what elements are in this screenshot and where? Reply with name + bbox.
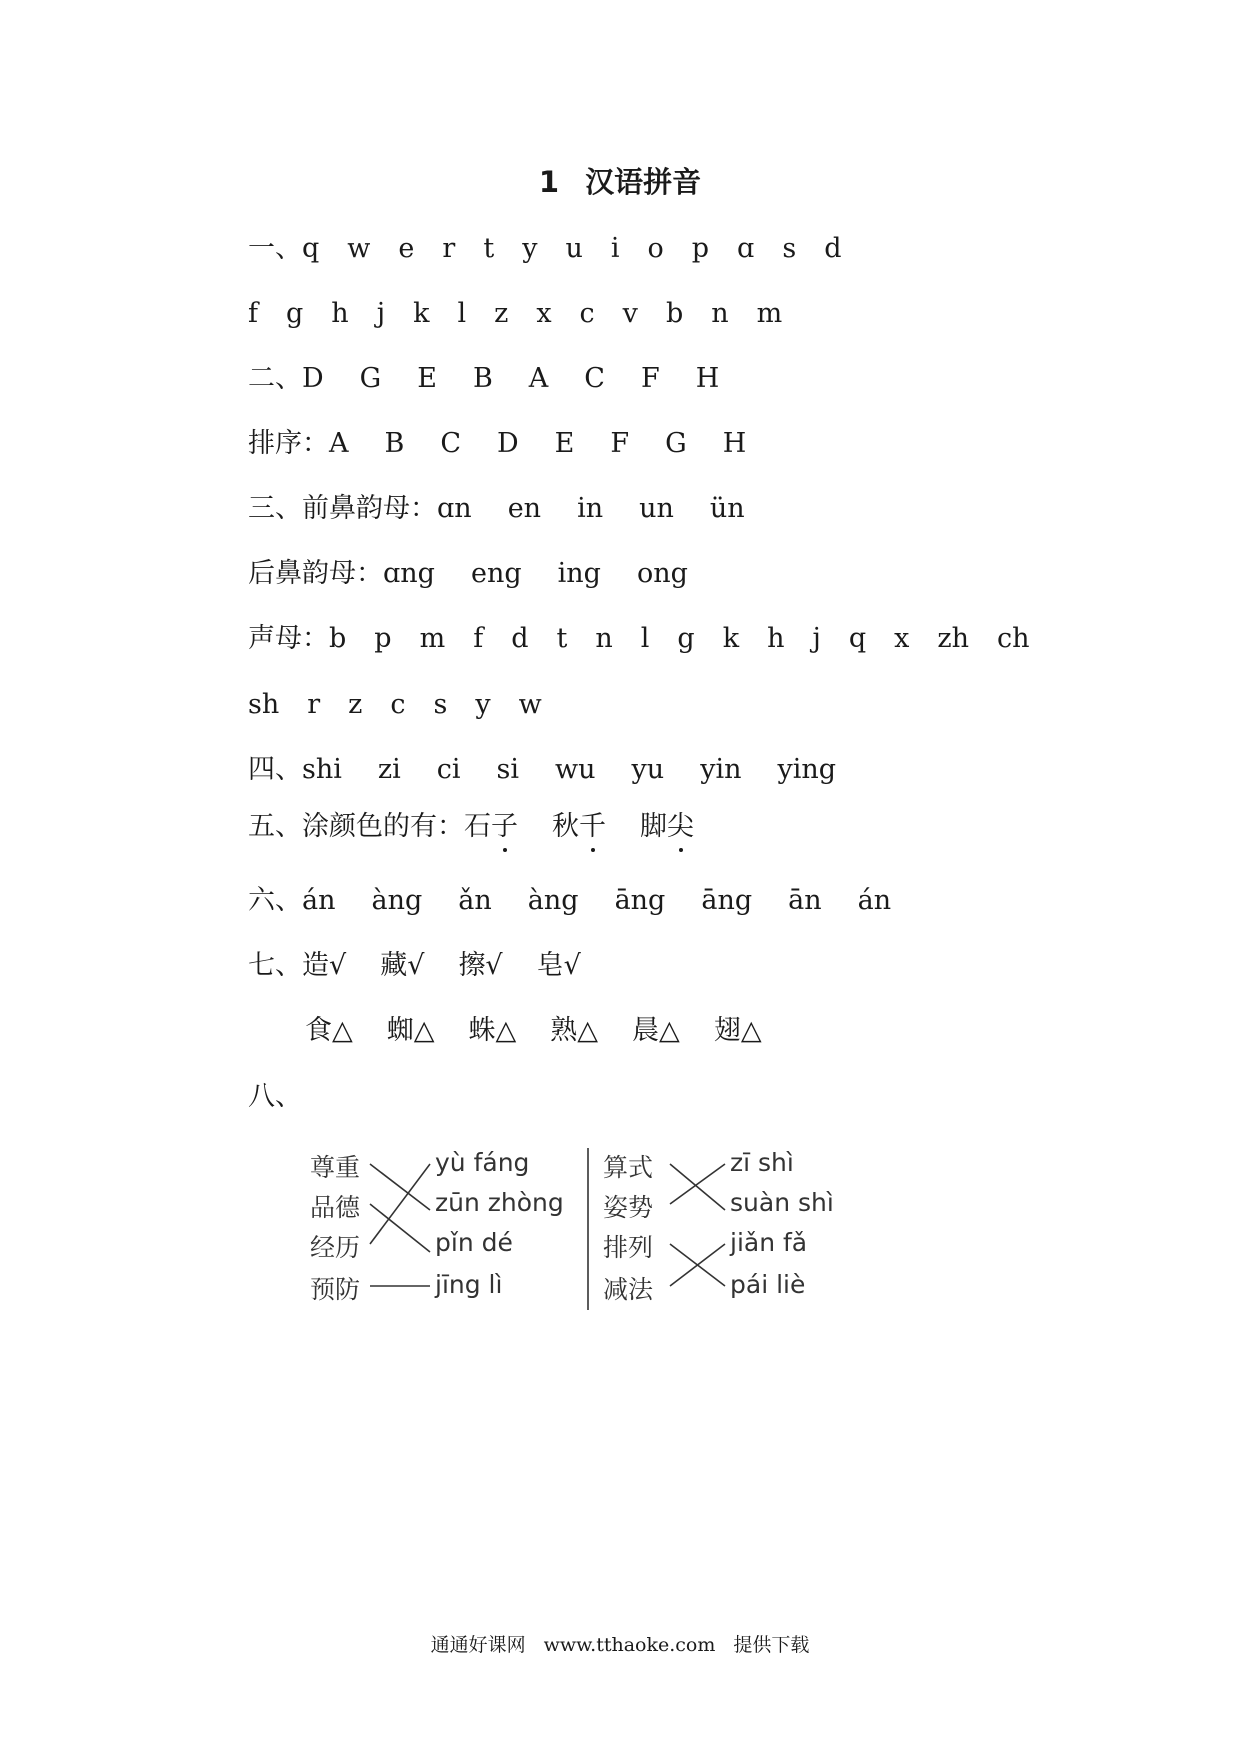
colored-word xyxy=(552,810,606,844)
match-word: 预防 xyxy=(310,1275,361,1304)
page-title xyxy=(0,160,1240,201)
answer-token: án xyxy=(857,885,892,916)
answer-token: k xyxy=(722,623,740,654)
answer-token: B xyxy=(384,428,405,459)
answer-token: t xyxy=(556,623,568,654)
match-pinyin: pǐn dé xyxy=(435,1228,513,1257)
answer-token: v xyxy=(622,298,638,329)
answer-token: n xyxy=(595,623,613,654)
sort-label: 排序： xyxy=(248,428,329,459)
match-pinyin: yù fáng xyxy=(435,1148,530,1177)
answer-token: yin xyxy=(700,754,742,785)
answer-token: f xyxy=(473,623,484,654)
answer-token: ün xyxy=(709,493,745,524)
answer-token: l xyxy=(640,623,650,654)
answer-token: H xyxy=(695,363,720,394)
answer-token: E xyxy=(554,428,575,459)
answer-token: t xyxy=(483,233,495,264)
section-label: 四、 xyxy=(248,754,302,785)
answer-token: j xyxy=(376,298,386,329)
section-label: 二、 xyxy=(248,363,302,394)
section-label: 七、 xyxy=(248,950,302,981)
answer-token: āng xyxy=(701,885,753,916)
answer-token: 熟△ xyxy=(550,1015,599,1046)
match-pinyin: zūn zhòng xyxy=(435,1188,564,1217)
answer-token: x xyxy=(536,298,552,329)
answer-token: ying xyxy=(777,754,837,785)
answer-token: C xyxy=(584,363,605,394)
answer-token: D xyxy=(302,363,324,394)
back-nasal-label: 后鼻韵母： xyxy=(248,558,383,589)
section-5-row xyxy=(248,810,728,844)
matching-exercise xyxy=(300,1140,860,1320)
answer-token: r xyxy=(307,689,321,720)
footer-suffix: 提供下载 xyxy=(733,1634,810,1656)
title-number: 1 xyxy=(538,165,560,199)
answer-token: q xyxy=(302,233,320,264)
answer-token: yu xyxy=(631,754,665,785)
match-pinyin: jiǎn fǎ xyxy=(730,1228,808,1257)
section-label: 六、 xyxy=(248,885,302,916)
answer-token: b xyxy=(329,623,347,654)
answer-token: shi xyxy=(302,754,342,785)
answer-token: g xyxy=(677,623,695,654)
answer-token: àng xyxy=(371,885,423,916)
answer-token: 造√ xyxy=(302,950,347,981)
match-word: 经历 xyxy=(310,1233,361,1262)
answer-token: p xyxy=(691,233,710,264)
dotted-char: 尖 xyxy=(667,811,694,842)
colored-word xyxy=(640,810,694,844)
word-char: 石 xyxy=(464,811,491,842)
answer-token: 蛛△ xyxy=(468,1015,517,1046)
answer-token: àng xyxy=(527,885,579,916)
answer-token: s xyxy=(782,233,797,264)
section-label: 一、 xyxy=(248,233,302,264)
section-1-row-2 xyxy=(248,297,782,331)
answer-token: n xyxy=(711,298,729,329)
answer-token: f xyxy=(248,298,258,329)
answer-token: j xyxy=(812,623,821,654)
answer-token: 皂√ xyxy=(536,950,581,981)
answer-token: zh xyxy=(937,623,969,654)
section-7-row-1 xyxy=(248,949,615,983)
match-word: 尊重 xyxy=(310,1153,361,1182)
answer-token: d xyxy=(824,233,842,264)
answer-token: d xyxy=(511,623,529,654)
title-text: 汉语拼音 xyxy=(585,165,702,199)
answer-token: c xyxy=(390,689,406,720)
section-3-initials-row-1 xyxy=(248,622,1030,656)
match-word: 品德 xyxy=(310,1193,361,1222)
answer-token: eng xyxy=(470,558,522,589)
answer-token: 晨△ xyxy=(632,1015,680,1046)
answer-token: un xyxy=(639,493,674,524)
answer-token: o xyxy=(647,233,664,264)
match-word: 姿势 xyxy=(603,1193,654,1222)
answer-token: A xyxy=(329,428,349,459)
answer-token: p xyxy=(374,623,392,654)
answer-token: 翅△ xyxy=(713,1015,762,1046)
section-2-row xyxy=(248,362,719,396)
answer-token: G xyxy=(665,428,687,459)
answer-token: ān xyxy=(788,885,822,916)
answer-token: h xyxy=(331,298,349,329)
match-pinyin: jīng lì xyxy=(435,1270,503,1299)
match-word: 减法 xyxy=(603,1275,654,1304)
section-3-front-row xyxy=(248,492,745,526)
answer-token: āng xyxy=(614,885,666,916)
word-char: 秋 xyxy=(552,811,579,842)
answer-token: si xyxy=(496,754,520,785)
answer-token: 藏√ xyxy=(380,950,425,981)
answer-token: q xyxy=(848,623,867,654)
answer-token: sh xyxy=(248,689,280,720)
answer-token: in xyxy=(577,493,604,524)
match-word: 排列 xyxy=(603,1233,654,1262)
answer-token: m xyxy=(419,623,446,654)
section-label: 八、 xyxy=(248,1081,302,1112)
answer-token: ɑ xyxy=(737,233,755,264)
answer-token: B xyxy=(472,363,493,394)
section-3-back-row xyxy=(248,557,688,591)
answer-token: F xyxy=(610,428,630,459)
match-line xyxy=(370,1204,430,1252)
answer-token: wu xyxy=(555,754,596,785)
answer-token: r xyxy=(442,233,456,264)
answer-token: ɑng xyxy=(383,558,435,589)
colored-word xyxy=(464,810,518,844)
dotted-char: 子 xyxy=(491,811,518,842)
answer-token: g xyxy=(286,298,304,329)
word-char: 脚 xyxy=(640,811,667,842)
section-1-row-1 xyxy=(248,232,842,266)
answer-token: c xyxy=(579,298,595,329)
answer-token: l xyxy=(457,298,467,329)
answer-token: s xyxy=(433,689,448,720)
footer-site-name: 通通好课网 xyxy=(430,1634,526,1656)
answer-token: ɑn xyxy=(437,493,472,524)
section-label: 五、涂颜色的有： xyxy=(248,811,464,842)
section-7-row-2 xyxy=(305,1014,796,1048)
answer-token: A xyxy=(528,363,549,394)
answer-token: y xyxy=(475,689,491,720)
answer-token: E xyxy=(417,363,437,394)
answer-token: D xyxy=(497,428,519,459)
section-2-sort-row xyxy=(248,427,746,461)
footer-url[interactable]: www.tthaoke.com xyxy=(543,1634,716,1656)
answer-token: ing xyxy=(557,558,601,589)
answer-token: e xyxy=(398,233,415,264)
section-6-row xyxy=(248,884,891,918)
answer-token: C xyxy=(440,428,462,459)
answer-token: h xyxy=(767,623,785,654)
answer-token: ch xyxy=(996,623,1030,654)
match-word: 算式 xyxy=(603,1153,654,1182)
answer-token: zi xyxy=(377,754,401,785)
dotted-char: 千 xyxy=(579,811,606,842)
answer-token: ong xyxy=(636,558,688,589)
answer-token: b xyxy=(665,298,684,329)
answer-token: 蜘△ xyxy=(386,1015,435,1046)
answer-token: z xyxy=(494,298,509,329)
answer-token: án xyxy=(302,885,336,916)
answer-token: 食△ xyxy=(305,1015,353,1046)
answer-token: en xyxy=(507,493,542,524)
answer-token: z xyxy=(348,689,363,720)
section-4-row xyxy=(248,753,836,787)
section-3-initials-row-2 xyxy=(248,688,542,722)
answer-token: u xyxy=(565,233,583,264)
answer-token: y xyxy=(522,233,538,264)
answer-token: w xyxy=(347,233,371,264)
match-pinyin: zī shì xyxy=(730,1148,794,1177)
match-pinyin: pái liè xyxy=(730,1270,806,1299)
answer-token: x xyxy=(894,623,910,654)
answer-token: F xyxy=(640,363,660,394)
match-pinyin: suàn shì xyxy=(730,1188,834,1217)
section-8-label-row xyxy=(248,1080,302,1114)
answer-token: m xyxy=(756,298,783,329)
answer-token: G xyxy=(359,363,382,394)
initials-label: 声母： xyxy=(248,623,329,654)
answer-token: w xyxy=(518,689,542,720)
answer-token: k xyxy=(413,298,430,329)
answer-token: ǎn xyxy=(458,885,492,916)
answer-token: H xyxy=(722,428,747,459)
answer-token: i xyxy=(610,233,620,264)
answer-token: ci xyxy=(436,754,461,785)
answer-token: 擦√ xyxy=(458,950,503,981)
footer xyxy=(0,1630,1240,1657)
front-nasal-label: 三、前鼻韵母： xyxy=(248,493,437,524)
